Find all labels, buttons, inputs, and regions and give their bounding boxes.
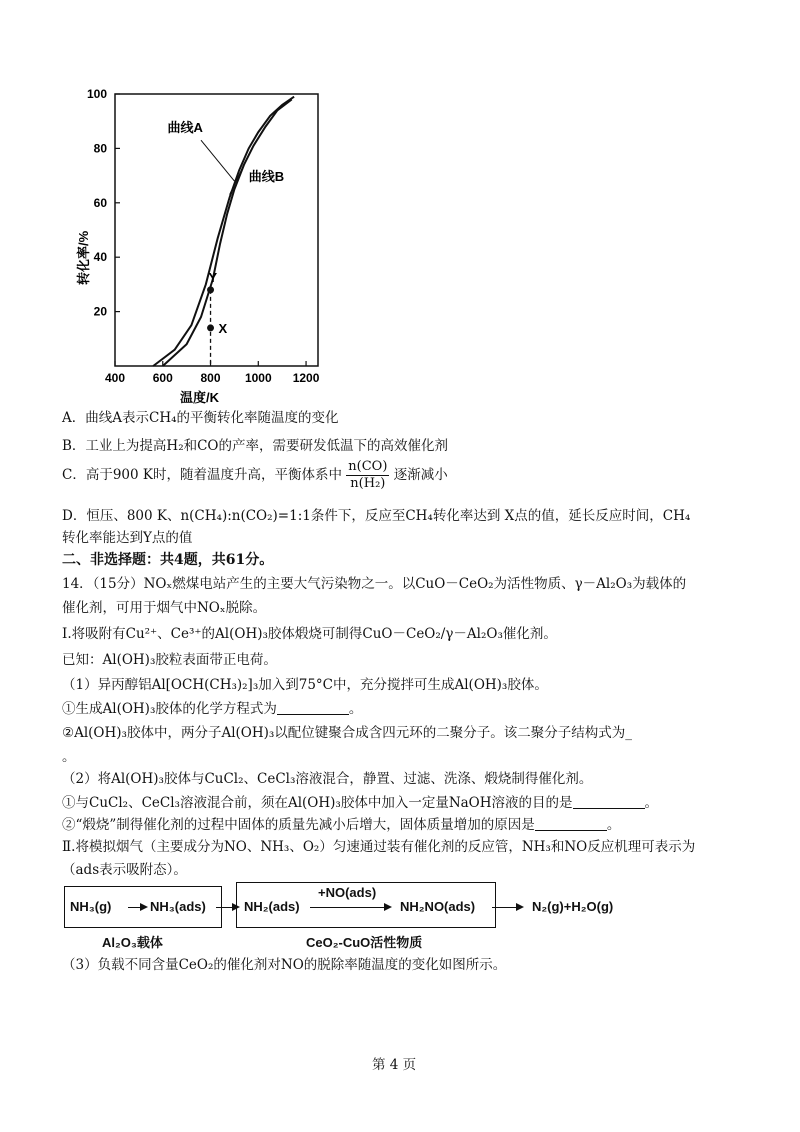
section-title: 二、非选择题：共4题，共61分。 xyxy=(62,552,274,568)
q14-part2-line1: Ⅱ.将模拟烟气（主要成分为NO、NH₃、O₂）匀速通过装有催化剂的反应管，NH₃和NO反应机理可表示为 xyxy=(62,839,696,855)
step-nh2-ads: NH₂(ads) xyxy=(244,899,300,914)
answer-blank-1a[interactable] xyxy=(277,702,349,715)
point-x xyxy=(207,324,214,331)
q14-sub2b-end: 。 xyxy=(606,817,621,833)
option-d-line1: D．恒压、800 K、n(CH₄):n(CO₂)=1:1条件下，反应至CH₄转化率达到 X点的值，延长反应时间，CH₄ xyxy=(62,508,691,524)
x-tick-label: 1200 xyxy=(292,371,320,385)
q14-sub1a-text: ①生成Al(OH)₃胶体的化学方程式为 xyxy=(62,701,277,717)
q14-sub2: （2）将Al(OH)₃胶体与CuCl₂、CeCl₃溶液混合，静置、过滤、洗涤、煅烧制得催化剂。 xyxy=(62,771,593,787)
point-label-x: X xyxy=(218,320,228,336)
q14-sub1a xyxy=(62,700,362,718)
q14-sub1b-end: 。 xyxy=(62,749,76,765)
option-d-line2: 转化率能达到Y点的值 xyxy=(62,530,193,546)
x-axis-label: 温度/K xyxy=(180,390,220,405)
page-footer: 第 4 页 xyxy=(372,1057,417,1073)
option-c-tail: 逐渐减小 xyxy=(393,467,448,483)
fraction-numerator: n(CO) xyxy=(348,459,388,474)
option-c-text: C．高于900 K时，随着温度升高，平衡体系中 xyxy=(62,467,342,483)
y-tick-label: 100 xyxy=(86,87,107,101)
y-tick-label: 20 xyxy=(93,304,107,319)
q14-intro-line2: 催化剂，可用于烟气中NOₓ脱除。 xyxy=(62,600,267,616)
series-line-b xyxy=(163,99,292,366)
step-nh3-gas: NH₃(g) xyxy=(70,899,112,914)
series-label-a: 曲线A xyxy=(167,120,203,136)
step-nh3-ads: NH₃(ads) xyxy=(150,899,206,914)
product: N₂(g)+H₂O(g) xyxy=(532,899,614,914)
y-tick-label: 80 xyxy=(93,141,107,156)
q14-sub2b xyxy=(62,816,620,834)
q14-sub3: （3）负载不同含量CeO₂的催化剂对NO的脱除率随温度的变化如图所示。 xyxy=(62,957,507,973)
co-h2-fraction xyxy=(346,459,389,492)
y-axis-label: 转化率/% xyxy=(76,230,91,285)
q14-part2-line2: （ads表示吸附态）。 xyxy=(62,862,187,878)
reagent-no-ads: +NO(ads) xyxy=(318,885,377,900)
option-b: B．工业上为提高H₂和CO的产率，需要研发低温下的高效催化剂 xyxy=(62,438,449,454)
y-tick-label: 40 xyxy=(93,250,107,265)
x-tick-label: 1000 xyxy=(244,371,272,385)
q14-sub2a xyxy=(62,794,658,812)
series-label-b: 曲线B xyxy=(248,169,285,185)
q14-intro-line1: 14．（15分）NOₓ燃煤电站产生的主要大气污染物之一。以CuO－CeO₂为活性物质、γ－Al₂O₃为载体的 xyxy=(62,576,687,592)
x-tick-label: 400 xyxy=(104,371,126,385)
q14-sub2b-text: ②“煅烧”制得催化剂的过程中固体的质量先减小后增大，固体质量增加的原因是 xyxy=(62,817,535,833)
step-nh2no-ads: NH₂NO(ads) xyxy=(400,899,476,914)
q14-sub2a-end: 。 xyxy=(644,795,659,811)
answer-blank-2a[interactable] xyxy=(573,796,645,809)
leader-a xyxy=(201,140,234,181)
q14-sub1b: ②Al(OH)₃胶体中，两分子Al(OH)₃以配位键聚合成含四元环的二聚分子。该二聚分子结构式为_ xyxy=(62,725,633,741)
answer-blank-2b[interactable] xyxy=(535,818,607,831)
conversion-chart xyxy=(60,80,400,410)
point-y xyxy=(207,286,214,293)
fraction-denominator: n(H₂) xyxy=(350,476,386,491)
q14-sub1: （1）异丙醇铝Al[OCH(CH₃)₂]₃加入到75°C中，充分搅拌可生成Al(OH)₃胶体。 xyxy=(62,677,548,693)
q14-part1: Ⅰ.将吸附有Cu²⁺、Ce³⁺的Al(OH)₃胶体煅烧可制得CuO－CeO₂/γ－Al₂O₃催化剂。 xyxy=(62,626,557,642)
x-tick-label: 800 xyxy=(200,371,221,385)
arrow-1 xyxy=(128,907,146,908)
leader-b xyxy=(230,165,244,195)
y-tick-label: 60 xyxy=(93,195,107,210)
arrow-2 xyxy=(216,907,238,908)
q14-known: 已知：Al(OH)₃胶粒表面带正电荷。 xyxy=(62,652,277,668)
label-active: CeO₂-CuO活性物质 xyxy=(306,935,423,950)
x-tick-label: 600 xyxy=(152,371,173,385)
q14-sub2a-text: ①与CuCl₂、CeCl₃溶液混合前，须在Al(OH)₃胶体中加入一定量NaOH溶液的目的是 xyxy=(62,795,573,811)
point-label-y: Y xyxy=(208,269,218,285)
arrow-3 xyxy=(310,907,390,908)
label-support: Al₂O₃载体 xyxy=(102,935,163,950)
plot-frame xyxy=(115,94,318,366)
q14-sub1a-end: 。 xyxy=(348,701,363,717)
option-a: A．曲线A表示CH₄的平衡转化率随温度的变化 xyxy=(62,410,339,426)
arrow-4 xyxy=(492,907,522,908)
option-c xyxy=(62,459,448,492)
